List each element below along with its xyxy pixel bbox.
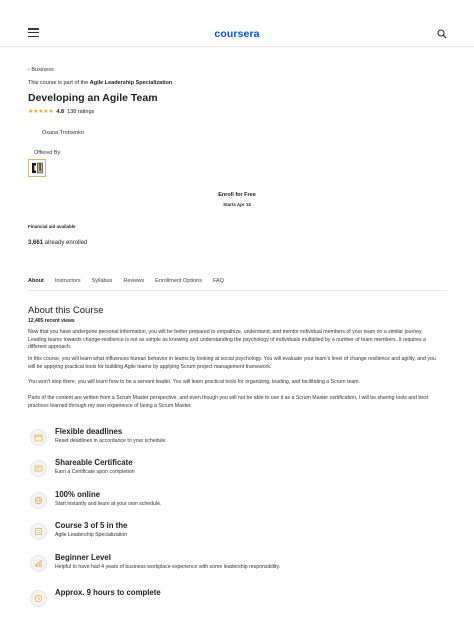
enrolled-count: 3,661 already enrolled xyxy=(28,240,88,246)
financial-aid-link[interactable]: Financial aid available xyxy=(28,224,76,229)
about-paragraph: Now that you have undergone personal information, you will be better prepared to empathize, understand, and mentor individual members of your team on a similar journey. Leading teams towards change-resilience is not as simple as knowing and understanding the psychology of individuals multiplied by a number of team members. It requires a different approach. xyxy=(28,329,426,350)
tab-enrollment-options[interactable]: Enrollment Options xyxy=(155,278,202,284)
tab-about[interactable]: About xyxy=(28,278,44,284)
level-icon xyxy=(34,559,43,568)
tab-faq[interactable]: FAQ xyxy=(212,278,224,284)
course-tabs xyxy=(28,278,224,284)
feature-course-number xyxy=(28,521,448,549)
rating-value: 4.8 xyxy=(56,108,65,115)
about-paragraph: You won’t stop there, you will learn how to be a servant leader. You will learn practical tools for organizing, leading, and facilitating a Scrum team. xyxy=(28,379,360,385)
feature-subtitle: Start instantly and learn at your own schedule. xyxy=(55,501,162,507)
tab-syllabus[interactable]: Syllabus xyxy=(91,278,113,284)
feature-title: 100% online xyxy=(55,490,101,499)
about-heading: About this Course xyxy=(28,305,104,316)
tabs-divider xyxy=(28,290,447,291)
feature-title: Course 3 of 5 in the xyxy=(55,521,128,530)
feature-title: Approx. 9 hours to complete xyxy=(55,588,161,597)
about-paragraph: In this course, you will learn what influences human behavior in teams by looking at social psychology. You will evaluate your team’s level of change resilience and agility, and you will be applying practical tools for building Agile teams by applying Scrum project management framework. xyxy=(28,356,436,370)
breadcrumb[interactable] xyxy=(28,67,54,73)
start-date: Starts Apr 14 xyxy=(223,202,251,207)
feature-subtitle: Earn a Certificate upon completion xyxy=(55,469,135,475)
chevron-left-icon: ‹ xyxy=(28,67,30,73)
feature-flexible-deadlines xyxy=(28,427,448,455)
calendar-icon xyxy=(34,433,43,442)
feature-level xyxy=(28,553,448,581)
enroll-button[interactable]: Enroll for Free xyxy=(218,192,256,198)
clock-icon xyxy=(34,594,43,603)
tab-instructors[interactable]: Instructors xyxy=(54,278,81,284)
feature-certificate xyxy=(28,458,448,486)
star-rating-icon: ★★★★★ xyxy=(28,109,54,115)
coursera-logo[interactable]: coursera xyxy=(214,28,260,40)
tab-reviews[interactable]: Reviews xyxy=(123,278,145,284)
specialization-link[interactable]: Agile Leadership Specialization xyxy=(55,532,128,538)
feature-duration xyxy=(28,588,448,616)
layers-icon xyxy=(34,527,43,536)
feature-title: Shareable Certificate xyxy=(55,458,133,467)
offered-by-label: Offered By xyxy=(34,150,61,156)
university-logo-icon[interactable] xyxy=(28,159,46,177)
specialization-link[interactable]: Agile Leadership Specialization xyxy=(89,80,173,86)
ratings-count[interactable]: 138 ratings xyxy=(67,108,95,115)
about-paragraph: Parts of the content are written from a Scrum Master perspective, and even though you will not be able to use it as a Scrum Master certification, I will be sharing tools and best practices learned through my own experience of being a Scrum Master. xyxy=(28,395,429,409)
feature-subtitle: Reset deadlines in accordance to your schedule. xyxy=(55,438,167,444)
feature-title: Beginner Level xyxy=(55,553,111,562)
feature-subtitle: Helpful to have had 4 years of business workplace experience with some leadership responsibility. xyxy=(55,564,281,570)
top-header xyxy=(0,0,474,47)
certificate-icon xyxy=(34,464,43,473)
page-title: Developing an Agile Team xyxy=(28,92,158,104)
instructor-name[interactable]: Oxana Trotsenko xyxy=(42,130,84,136)
globe-icon xyxy=(34,496,43,505)
feature-title: Flexible deadlines xyxy=(55,427,123,436)
specialization-note: This course is part of the Agile Leadership Specialization xyxy=(28,80,173,86)
search-icon[interactable] xyxy=(437,29,447,39)
breadcrumb-label: Business xyxy=(31,67,54,73)
recent-views: 12,405 recent views xyxy=(28,318,75,324)
rating-row xyxy=(28,108,94,115)
feature-online xyxy=(28,490,448,518)
